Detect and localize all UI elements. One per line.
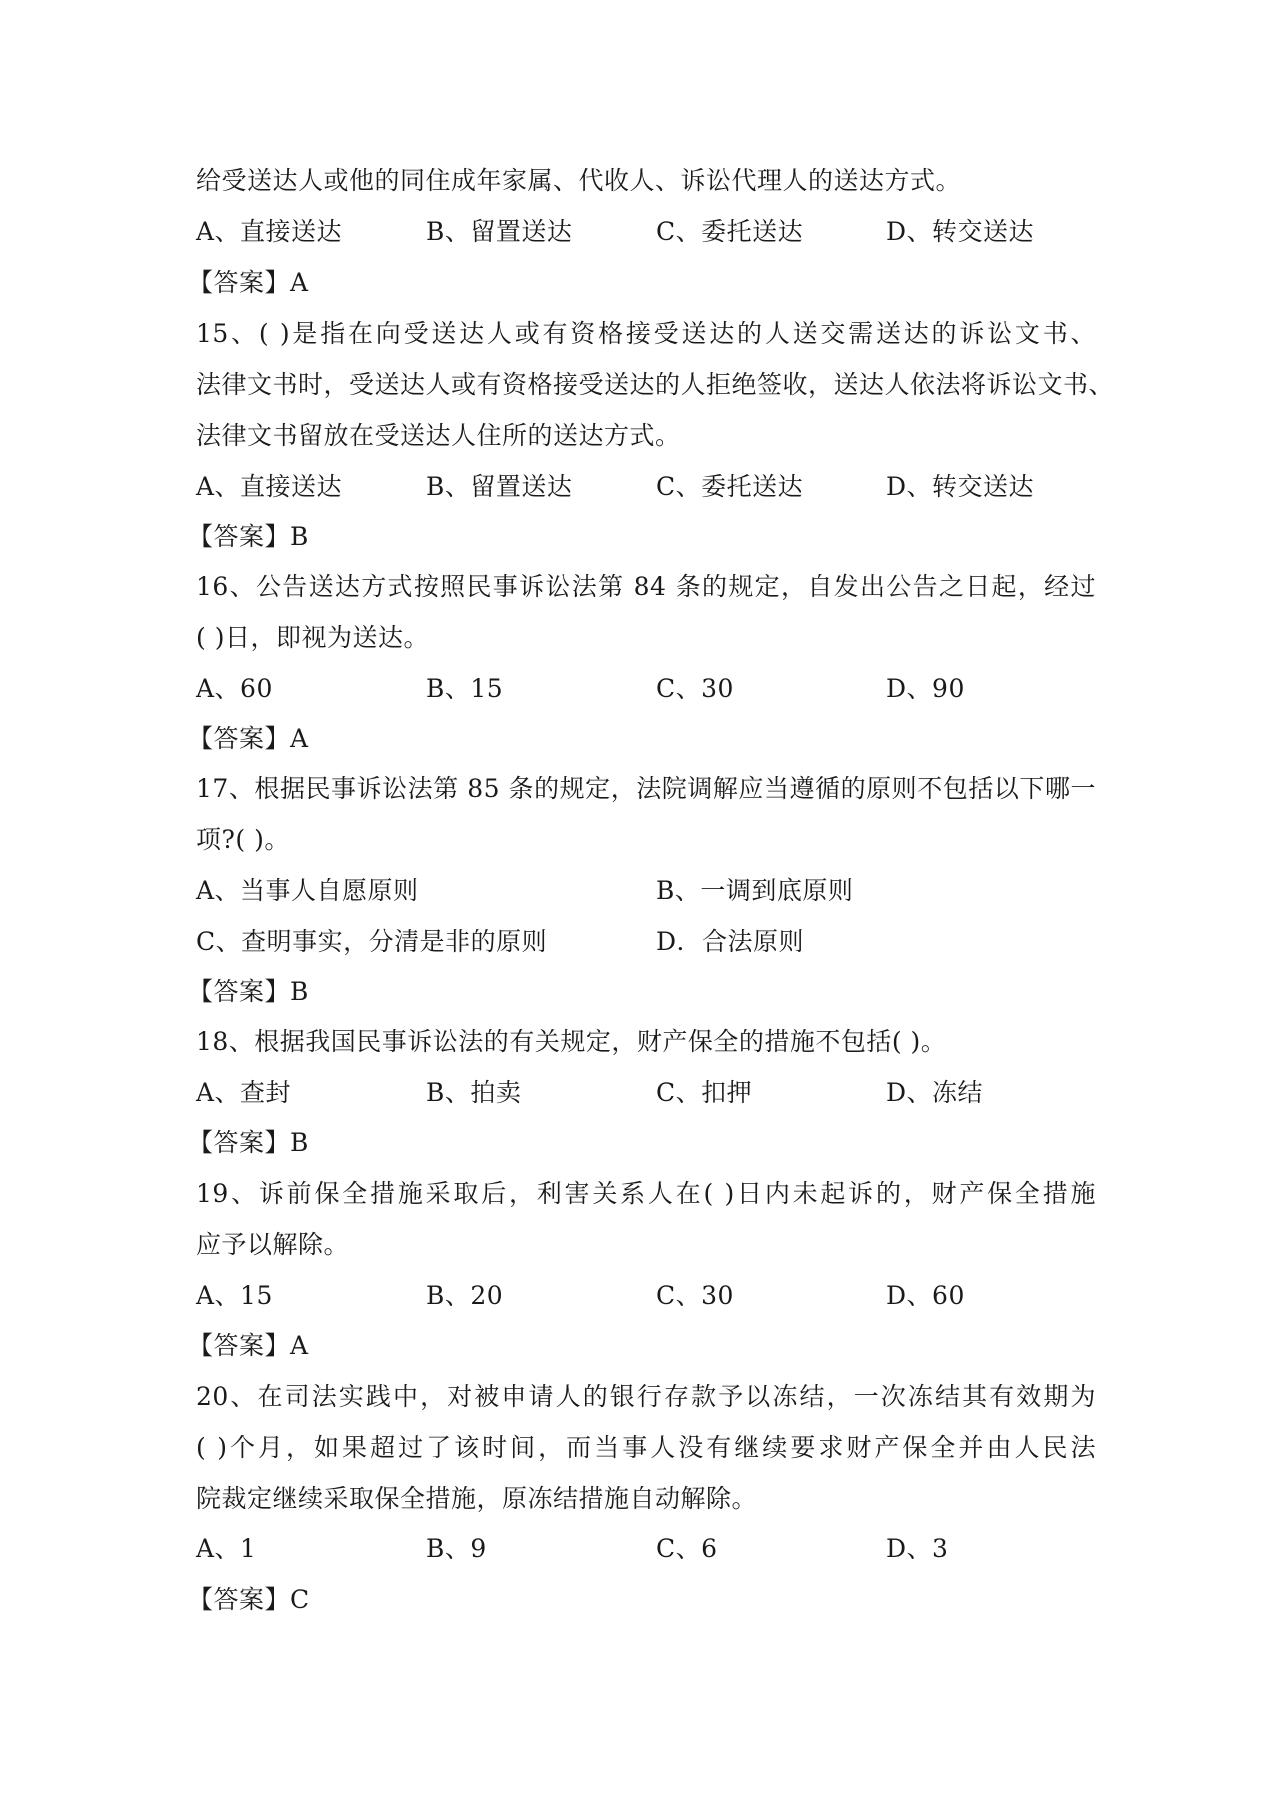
question-14-option-c: C、委托送达	[656, 217, 804, 246]
question-16-option-b: B、15	[426, 674, 504, 703]
question-14-option-a: A、直接送达	[196, 217, 343, 246]
question-15-answer: 【答案】B	[188, 522, 309, 551]
question-19-text-line-2: 应予以解除。	[196, 1230, 350, 1259]
question-20-answer: 【答案】C	[188, 1585, 310, 1614]
question-14-answer: 【答案】A	[188, 268, 309, 297]
question-14-text-line: 给受送达人或他的同住成年家属、代收人、诉讼代理人的送达方式。	[196, 166, 962, 195]
question-19-answer: 【答案】A	[188, 1331, 309, 1360]
question-15-option-c: C、委托送达	[656, 472, 804, 501]
question-20-text-line-3: 院裁定继续采取保全措施，原冻结措施自动解除。	[196, 1484, 758, 1513]
question-20-option-b: B、9	[426, 1534, 487, 1563]
question-16-option-d: D、90	[886, 674, 965, 703]
question-20-text-line-2: ( )个月，如果超过了该时间，而当事人没有继续要求财产保全并由人民法	[196, 1433, 1096, 1462]
question-16-answer: 【答案】A	[188, 724, 309, 753]
question-17-text-line-1: 17、根据民事诉讼法第 85 条的规定，法院调解应当遵循的原则不包括以下哪一	[196, 774, 1096, 803]
question-18-option-c: C、扣押	[656, 1078, 753, 1107]
question-18-option-d: D、冻结	[886, 1078, 984, 1107]
question-16-text-line-2: ( )日，即视为送达。	[196, 623, 429, 652]
question-14-option-d: D、转交送达	[886, 217, 1035, 246]
question-16-text-line-1: 16、公告送达方式按照民事诉讼法第 84 条的规定，自发出公告之日起，经过	[196, 572, 1096, 601]
question-14-option-b: B、留置送达	[426, 217, 573, 246]
question-20-text-line-1: 20、在司法实践中，对被申请人的银行存款予以冻结，一次冻结其有效期为	[196, 1382, 1096, 1411]
question-15-option-d: D、转交送达	[886, 472, 1035, 501]
question-19-option-a: A、15	[196, 1281, 273, 1310]
question-17-text-line-2: 项?( )。	[196, 825, 290, 854]
question-16-option-a: A、60	[196, 674, 273, 703]
question-19-option-d: D、60	[886, 1281, 965, 1310]
question-18-option-b: B、拍卖	[426, 1078, 522, 1107]
question-15-option-b: B、留置送达	[426, 472, 573, 501]
question-18-text-line-1: 18、根据我国民事诉讼法的有关规定，财产保全的措施不包括( )。	[196, 1027, 947, 1056]
question-20-option-d: D、3	[886, 1534, 949, 1563]
question-19-option-c: C、30	[656, 1281, 734, 1310]
question-17-option-a: A、当事人自愿原则	[196, 876, 419, 905]
question-15-text-line-3: 法律文书留放在受送达人住所的送达方式。	[196, 421, 681, 450]
question-17-option-c: C、查明事实，分清是非的原则	[196, 927, 548, 956]
question-15-text-line-1: 15、( )是指在向受送达人或有资格接受送达的人送交需送达的诉讼文书、	[196, 319, 1096, 348]
question-18-option-a: A、查封	[196, 1078, 292, 1107]
question-19-option-b: B、20	[426, 1281, 504, 1310]
question-16-option-c: C、30	[656, 674, 734, 703]
question-18-answer: 【答案】B	[188, 1128, 309, 1157]
question-15-text-line-2: 法律文书时，受送达人或有资格接受送达的人拒绝签收，送达人依法将诉讼文书、	[196, 370, 1115, 399]
question-17-answer: 【答案】B	[188, 977, 309, 1006]
question-20-option-a: A、1	[196, 1534, 257, 1563]
question-15-option-a: A、直接送达	[196, 472, 343, 501]
question-17-option-b: B、一调到底原则	[656, 876, 854, 905]
question-20-option-c: C、6	[656, 1534, 718, 1563]
question-17-option-d: D．合法原则	[656, 927, 805, 956]
question-19-text-line-1: 19、诉前保全措施采取后，利害关系人在( )日内未起诉的，财产保全措施	[196, 1179, 1096, 1208]
